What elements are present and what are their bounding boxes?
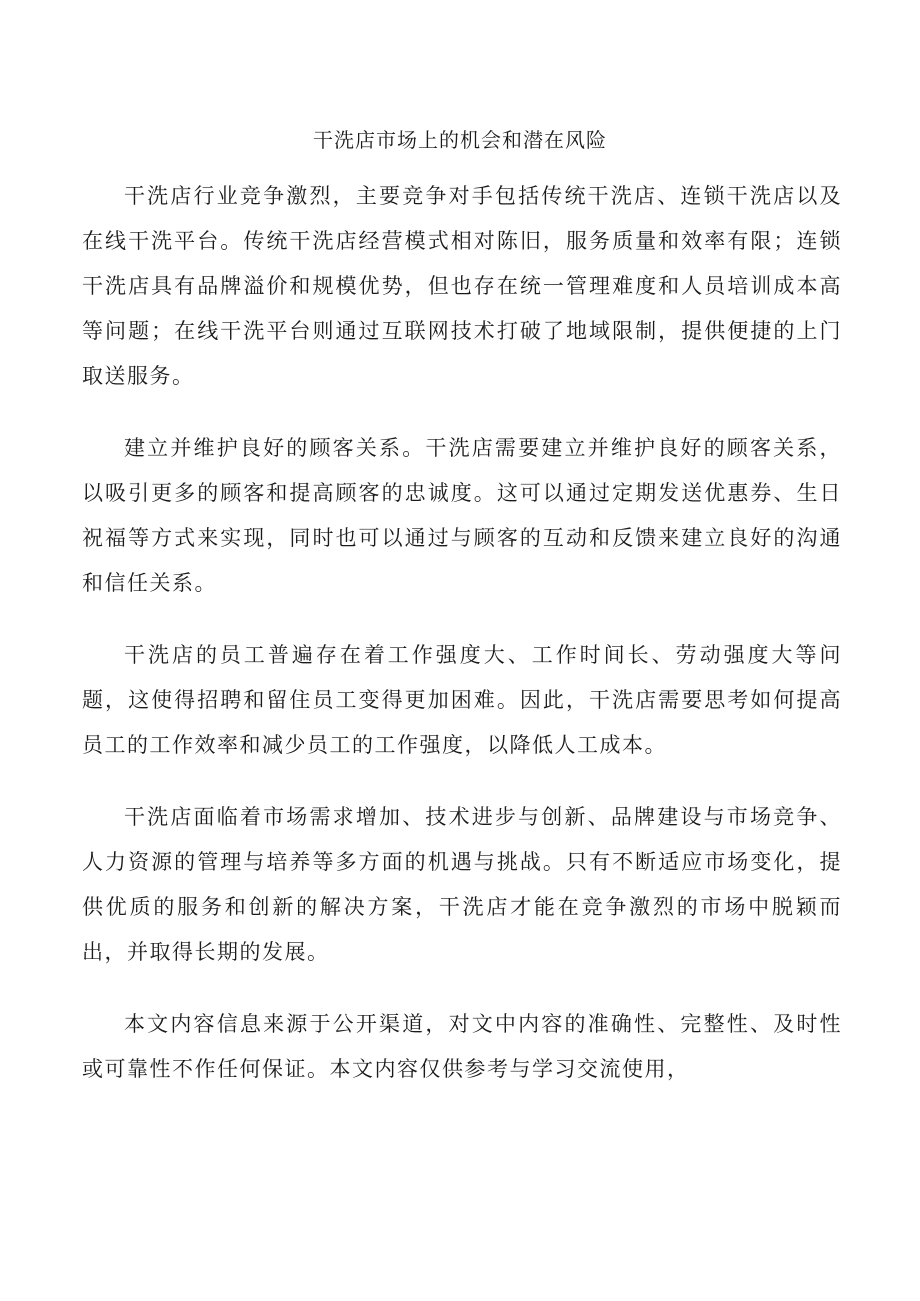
paragraph-disclaimer: 本文内容信息来源于公开渠道，对文中内容的准确性、完整性、及时性或可靠性不作任何保证。本文内容仅供参考与学习交流使用， (82, 1012, 842, 1081)
document-body (82, 174, 842, 1119)
paragraph-staff: 干洗店的员工普遍存在着工作强度大、工作时间长、劳动强度大等问题，这使得招聘和留住员工变得更加困难。因此，干洗店需要思考如何提高员工的工作效率和减少员工的工作强度，以降低人工成本。 (82, 643, 842, 757)
paragraph-opportunities: 干洗店面临着市场需求增加、技术进步与创新、品牌建设与市场竞争、人力资源的管理与培养等多方面的机遇与挑战。只有不断适应市场变化，提供优质的服务和创新的解决方案，干洗店才能在竞争激烈的市场中脱颖而出，并取得长期的发展。 (82, 805, 842, 964)
paragraph-customer-relations: 建立并维护良好的顾客关系。干洗店需要建立并维护良好的顾客关系，以吸引更多的顾客和提高顾客的忠诚度。这可以通过定期发送优惠券、生日祝福等方式来实现，同时也可以通过与顾客的互动和反馈来建立良好的沟通和信任关系。 (82, 436, 842, 595)
document-title: 干洗店市场上的机会和潜在风险 (313, 128, 607, 152)
paragraph-competition: 干洗店行业竞争激烈，主要竞争对手包括传统干洗店、连锁干洗店以及在线干洗平台。传统干洗店经营模式相对陈旧，服务质量和效率有限；连锁干洗店具有品牌溢价和规模优势，但也存在统一管理难度和人员培训成本高等问题；在线干洗平台则通过互联网技术打破了地域限制，提供便捷的上门取送服务。 (82, 184, 842, 388)
